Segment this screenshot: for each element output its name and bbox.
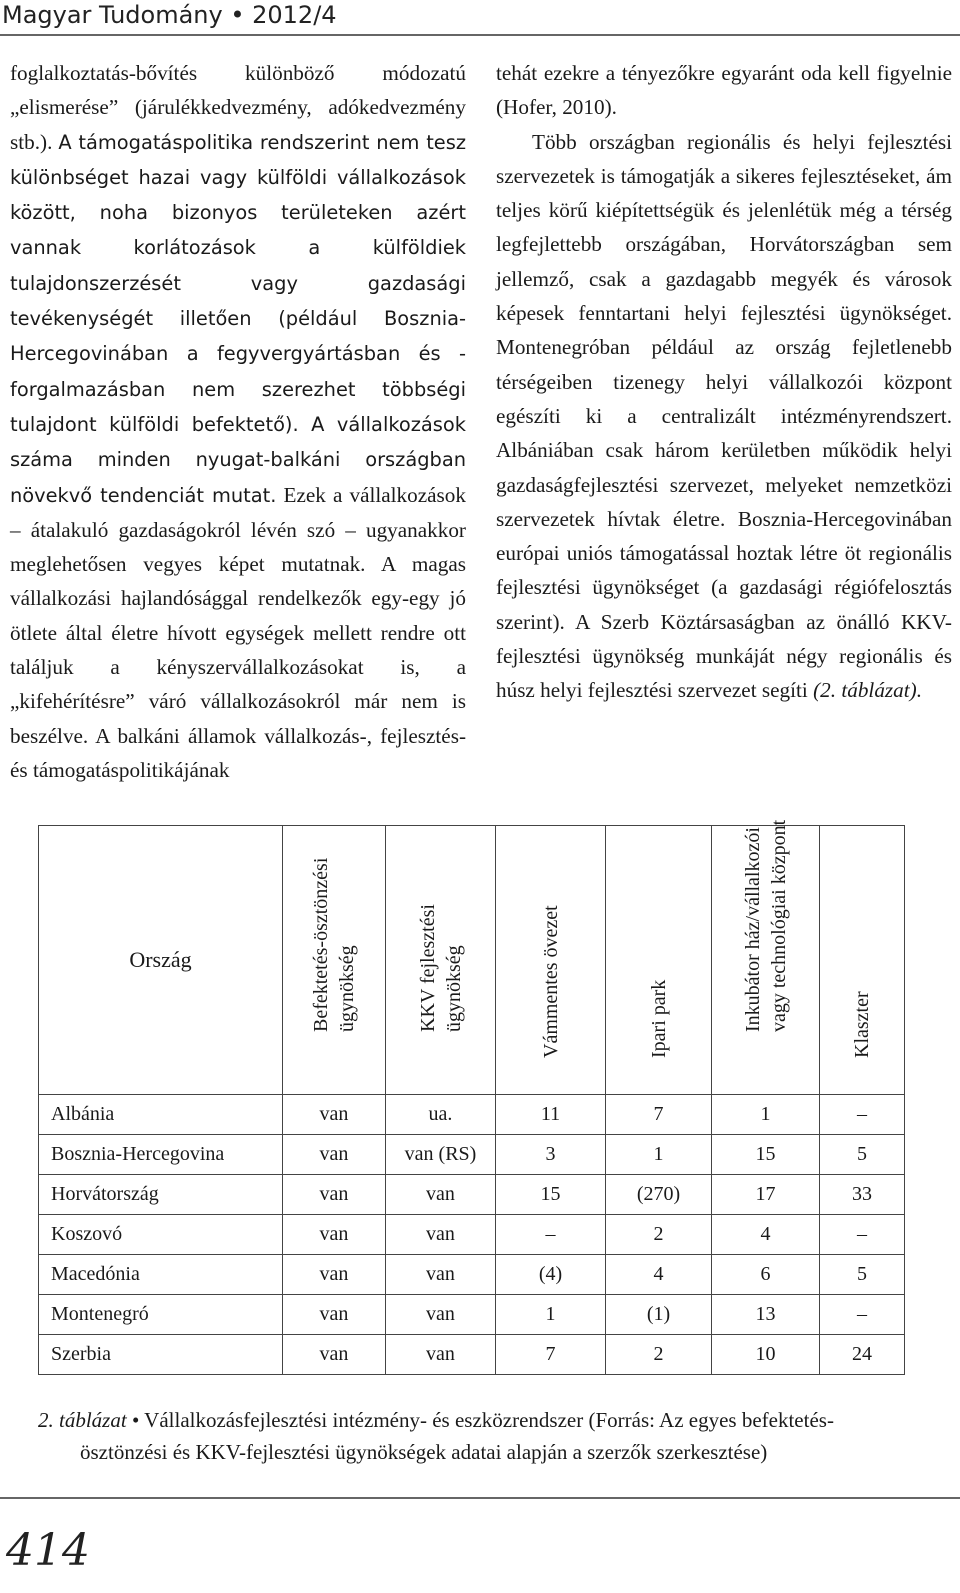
header-industrial-park-label: Ipari park xyxy=(647,979,670,1058)
right-paragraph-2 xyxy=(496,125,952,708)
table-container xyxy=(38,819,904,1383)
table-reference: (2. táblázat). xyxy=(813,678,922,703)
header-sme-agency-line2: ügynökség xyxy=(442,945,465,1032)
header-incubator-line2: vagy technológiai központ xyxy=(767,819,790,1032)
table-caption xyxy=(38,1404,928,1468)
right-paragraph-1: tehát ezekre a tényezőkre egyaránt oda kell figyelnie (Hofer, 2010). xyxy=(496,61,952,120)
header-investment-agency-line1: Befektetés-ösztönzési xyxy=(310,857,332,1032)
table-cell-value: van xyxy=(386,1255,496,1295)
table-cell-value: van xyxy=(386,1215,496,1255)
table-cell-value: 33 xyxy=(820,1175,905,1215)
table-row xyxy=(39,1255,905,1295)
right-paragraph-2-text: Több országban regionális és helyi fejlesztési szervezetek is támogatják a sikeres fejlesztéseket, ám teljes körű kiépítettségük és jelenlétük még a térség legfejlettebb országában, Horvátországban sem jellemző, csak a gazdagabb megyék és városok képesek fenntartani helyi fejlesztési ügynökséget. Montenegróban például az ország fejletlenebb térségeiben tizenegy helyi vállalkozói központ egészíti ki a centralizált intézményrendszert. Albániában csak három kerületben működik helyi gazdaságfejlesztési szervezet, melyeket nemzetközi szervezetek hívtak életre. Bosznia-Hercegovinában európai uniós támogatással hoztak létre öt regionális fejlesztési ügynökséget (a gazdasági régiófelosztás szerint). A Szerb Köztársaságban az önálló KKV-fejlesztési ügynökség munkáját négy regionális és húsz helyi fejlesztési szervezet segíti xyxy=(496,129,952,703)
caption-separator: • xyxy=(126,1408,145,1432)
table-cell-country: Koszovó xyxy=(39,1215,283,1255)
table-row xyxy=(39,1215,905,1255)
table-cell-value: van (RS) xyxy=(386,1135,496,1175)
right-text-column xyxy=(496,56,952,708)
table-cell-value: van xyxy=(283,1295,386,1335)
table-cell-value: van xyxy=(386,1295,496,1335)
table-cell-value: 24 xyxy=(820,1335,905,1375)
header-free-zone xyxy=(496,826,606,1095)
header-divider xyxy=(0,34,960,36)
table-cell-value: 1 xyxy=(496,1295,606,1335)
table-cell-value: 15 xyxy=(496,1175,606,1215)
table-row xyxy=(39,1135,905,1175)
table-cell-value: van xyxy=(283,1175,386,1215)
header-incubator-line1: Inkubátor ház/vállalkozói xyxy=(741,827,764,1032)
header-cluster-label: Klaszter xyxy=(851,991,873,1058)
table-cell-country: Bosznia-Hercegovina xyxy=(39,1135,283,1175)
header-country: Ország xyxy=(39,826,283,1095)
caption-line1: Vállalkozásfejlesztési intézmény- és eszközrendszer (Forrás: Az egyes befektetés- xyxy=(144,1408,834,1432)
table-cell-country: Horvátország xyxy=(39,1175,283,1215)
table-row xyxy=(39,1175,905,1215)
table-cell-value: 3 xyxy=(496,1135,606,1175)
table-cell-country: Montenegró xyxy=(39,1295,283,1335)
table-cell-value: 5 xyxy=(820,1135,905,1175)
table-cell-value: 10 xyxy=(712,1335,820,1375)
table-cell-country: Macedónia xyxy=(39,1255,283,1295)
table-cell-value: 1 xyxy=(606,1135,712,1175)
header-sme-agency xyxy=(386,826,496,1095)
table-cell-value: 7 xyxy=(496,1335,606,1375)
table-cell-value: – xyxy=(820,1215,905,1255)
table-cell-value: 5 xyxy=(820,1255,905,1295)
table-cell-value: – xyxy=(820,1295,905,1335)
table-cell-value: (1) xyxy=(606,1295,712,1335)
table-cell-value: – xyxy=(820,1095,905,1135)
table-cell-value: 11 xyxy=(496,1095,606,1135)
table-cell-value: (4) xyxy=(496,1255,606,1295)
table-cell-value: – xyxy=(496,1215,606,1255)
left-paragraph-sans-segment: A támogatáspolitika rendszerint nem tesz különbséget hazai vagy külföldi vállalkozások között, noha bizonyos területeken azért vannak korlátozások a külföldiek tulajdonszerzését vagy gazdasági tevékenységét illetően (például Bosznia-Hercegovinában a fegyvergyártásban és -forgalmazásban nem szerezhet többségi tulajdont külföldi befektető). A vállalkozások száma minden nyugat-balkáni országban növekvő tendenciát mutat. xyxy=(10,130,467,507)
table-cell-value: 15 xyxy=(712,1135,820,1175)
table-cell-value: van xyxy=(283,1335,386,1375)
table-cell-country: Szerbia xyxy=(39,1335,283,1375)
table-cell-value: van xyxy=(386,1175,496,1215)
table-row xyxy=(39,1335,905,1375)
table-cell-value: 6 xyxy=(712,1255,820,1295)
table-body xyxy=(39,1095,905,1375)
header-investment-agency xyxy=(283,826,386,1095)
table-cell-value: van xyxy=(283,1095,386,1135)
table-cell-value: 4 xyxy=(712,1215,820,1255)
table-row xyxy=(39,1095,905,1135)
running-header: Magyar Tudomány • 2012/4 xyxy=(2,1,337,29)
table-cell-value: 7 xyxy=(606,1095,712,1135)
table-cell-value: van xyxy=(386,1335,496,1375)
table-cell-value: ua. xyxy=(386,1095,496,1135)
caption-line2: ösztönzési és KKV-fejlesztési ügynökségek adatai alapján a szerzők szerkesztése) xyxy=(80,1440,768,1464)
table-header-row xyxy=(39,826,905,1095)
left-paragraph xyxy=(10,56,466,787)
header-free-zone-label: Vámmentes övezet xyxy=(539,905,562,1058)
header-incubator xyxy=(712,819,820,1095)
table-cell-value: 1 xyxy=(712,1095,820,1135)
table-cell-value: 13 xyxy=(712,1295,820,1335)
caption-label: 2. táblázat xyxy=(38,1408,127,1432)
table-cell-value: van xyxy=(283,1255,386,1295)
header-investment-agency-line2: ügynökség xyxy=(336,945,358,1032)
header-cluster xyxy=(820,826,905,1095)
table-cell-value: 4 xyxy=(606,1255,712,1295)
table-cell-country: Albánia xyxy=(39,1095,283,1135)
table-cell-value: 2 xyxy=(606,1335,712,1375)
table-cell-value: van xyxy=(283,1215,386,1255)
table-cell-value: 2 xyxy=(606,1215,712,1255)
institution-table xyxy=(38,819,905,1375)
table-cell-value: 17 xyxy=(712,1175,820,1215)
table-cell-value: van xyxy=(283,1135,386,1175)
footer-divider xyxy=(0,1497,960,1499)
header-industrial-park xyxy=(606,826,712,1095)
table-cell-value: (270) xyxy=(606,1175,712,1215)
table-row xyxy=(39,1295,905,1335)
left-text-column xyxy=(10,56,466,787)
left-paragraph-end: Ezek a vállalkozások – átalakuló gazdaságokról lévén szó – ugyanakkor meglehetősen vegyes képet mutatnak. A magas vállalkozási hajlandósággal rendelkezők egy-egy jó ötlete által életre hívott egységek mellett rendre ott találjuk a kényszervállalkozásokat is, a „kifehérítésre” váró vállalkozásokról már nem is beszélve. A balkáni államok vállalkozás-, fejlesztés- és támogatáspolitikájának xyxy=(10,482,466,782)
left-paragraph-start: foglalkoztatás-bővítés különböző módozatú „elismerése” (járulékkedvezmény, adókedvezmény stb.). xyxy=(10,61,466,154)
header-sme-agency-line1: KKV fejlesztési xyxy=(416,904,439,1032)
page-number: 414 xyxy=(6,1525,90,1576)
